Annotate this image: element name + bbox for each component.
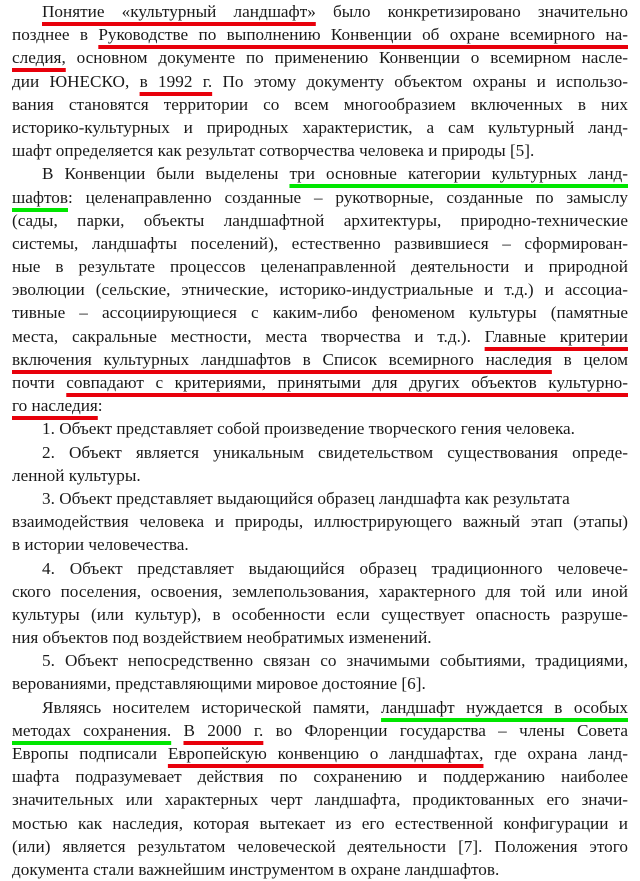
- text-line: [12, 464, 628, 487]
- text-line: [12, 255, 628, 278]
- text-line: [12, 394, 628, 417]
- text-line: [12, 533, 628, 556]
- text-line: [12, 0, 628, 23]
- text-segment: тивные – ассоциирующиеся с каким-либо феноменом культуры (памятные: [12, 303, 628, 323]
- text-segment: взаимодействия человека и природы, иллюстрирующего важный этап (этапы): [12, 512, 628, 532]
- text-line: [12, 417, 628, 440]
- text-line: [12, 70, 628, 93]
- text-segment: в целом: [551, 349, 628, 369]
- red-underlined-phrase: Понятие «культурный ландшафт»: [42, 2, 316, 21]
- text-segment: В Конвенции были выделены: [42, 164, 290, 184]
- text-segment: 2. Объект является уникальным свидетельством существования опреде-: [42, 442, 628, 462]
- text-line: [12, 325, 628, 348]
- red-underlined-phrase: го наследия: [12, 396, 98, 416]
- text-segment: шафт определяется как результат сотворчества человека и природы [5].: [12, 141, 535, 161]
- text-segment: дии ЮНЕСКО,: [12, 71, 140, 91]
- text-line: [12, 162, 628, 185]
- text-segment: мостью как наследия, которая вытекает из его естественной конфигурации и: [12, 813, 628, 833]
- text-segment: верованиями, представляющими мировое достояние [6].: [12, 674, 426, 694]
- red-underlined-phrase: Руководстве по выполнению Конвенции об охране всемирного на-: [98, 25, 628, 45]
- text-line: [12, 719, 628, 742]
- text-segment: культуры (или культур), в особенности если существует опасность разруше-: [12, 604, 628, 624]
- text-segment: где охрана ланд-: [483, 744, 628, 763]
- text-line: [12, 23, 628, 46]
- text-line: [12, 580, 628, 603]
- red-underlined-phrase: В 2000 г.: [183, 720, 264, 740]
- text-segment: ленной культуры.: [12, 465, 141, 485]
- text-segment: во Флоренции государства – члены Совета: [263, 720, 629, 740]
- text-line: [12, 371, 628, 394]
- text-segment: Являясь носителем исторической памяти,: [42, 697, 382, 717]
- text-line: [12, 186, 628, 209]
- text-segment: значительных или характерных черт ландшафта, продиктованных его значи-: [12, 790, 628, 810]
- red-underlined-phrase: Главные критерии: [484, 326, 628, 346]
- text-segment: системы, ландшафты поселений), естественно развившиеся – сформирован-: [12, 233, 628, 253]
- text-segment: основном документе по применению Конвенции о всемирном насле-: [65, 48, 628, 68]
- text-segment: документа стали важнейшим инструментом в охране ландшафтов.: [12, 859, 500, 879]
- text-line: [12, 348, 628, 371]
- text-line: [12, 46, 628, 69]
- text-line: [12, 557, 628, 580]
- text-segment: ского поселения, освоения, землепользования, характерного для той или иной: [12, 581, 628, 601]
- red-underlined-phrase: в 1992 г.: [139, 71, 213, 91]
- text-line: [12, 603, 628, 626]
- text-line: [12, 301, 628, 324]
- text-segment: [171, 721, 183, 740]
- green-underlined-phrase: три основные категории культурных ланд-: [289, 164, 628, 184]
- text-segment: 3. Объект представляет выдающийся образец ландшафта как результата: [42, 488, 570, 508]
- text-line: [12, 788, 628, 811]
- text-segment: 1. Объект представляет собой произведение творческого гения человека.: [42, 419, 575, 439]
- text-segment: эволюции (сельские, этнические, историко-индустриальные и т.д.) и ассоциа-: [12, 280, 628, 300]
- text-segment: вания становятся территории со всем многообразием включенных в них: [12, 94, 628, 114]
- text-line: [12, 696, 628, 719]
- text-segment: позднее в: [12, 25, 99, 45]
- text-segment: (сады, парки, объекты ландшафтной архитектуры, природно-технические: [12, 210, 628, 230]
- green-underlined-phrase: ландшафт нуждается в особых: [381, 697, 629, 717]
- text-segment: ные в результате процессов целенаправленной деятельности и природной: [12, 257, 628, 277]
- text-line: [12, 487, 628, 510]
- text-segment: ния объектов под воздействием необратимых изменений.: [12, 628, 432, 648]
- text-line: [12, 139, 628, 162]
- text-line: [12, 812, 628, 835]
- text-segment: :: [97, 396, 103, 416]
- red-underlined-phrase: следия,: [12, 48, 66, 68]
- text-segment: шафта подразумевает действия по сохранению и поддержанию наиболее: [12, 767, 628, 787]
- text-line: [12, 626, 628, 649]
- red-underlined-phrase: включения культурных ландшафтов в Список всемирного наследия: [12, 349, 552, 369]
- green-underlined-phrase: методах сохранения.: [12, 720, 172, 740]
- text-line: [12, 672, 628, 695]
- text-segment: в истории человечества.: [12, 535, 189, 555]
- red-underlined-phrase: Европейскую конвенцию о ландшафтах,: [167, 744, 484, 763]
- red-underlined-phrase: совпадают с критериями, принятыми для других объектов культурно-: [66, 373, 628, 392]
- text-segment: было конкретизировано значительно: [315, 2, 628, 21]
- text-line: [12, 278, 628, 301]
- text-line: [12, 765, 628, 788]
- text-segment: почти: [12, 373, 67, 392]
- text-line: [12, 858, 628, 881]
- text-segment: историко-культурных и природных характеристик, а сам культурный ланд-: [12, 117, 628, 137]
- text-line: [12, 93, 628, 116]
- text-segment: 5. Объект непосредственно связан со значимыми событиями, традициями,: [42, 651, 628, 671]
- text-line: [12, 209, 628, 232]
- text-line: [12, 835, 628, 858]
- text-segment: Европы подписали: [12, 744, 168, 763]
- text-segment: места, сакральные местности, места творчества и т.д.).: [12, 326, 485, 346]
- text-segment: По этому документу объектом охраны и использо-: [212, 71, 628, 91]
- text-segment: (или) является результатом человеческой деятельности [7]. Положения этого: [12, 836, 628, 856]
- text-line: [12, 742, 628, 765]
- text-line: [12, 649, 628, 672]
- green-underlined-phrase: шафтов: [12, 187, 68, 207]
- text-line: [12, 232, 628, 255]
- text-line: [12, 510, 628, 533]
- text-segment: 4. Объект представляет выдающийся образец традиционного человече-: [42, 558, 628, 578]
- text-line: [12, 441, 628, 464]
- text-line: [12, 116, 628, 139]
- text-segment: : целенаправленно созданные – рукотворные, созданные по замыслу: [68, 187, 628, 207]
